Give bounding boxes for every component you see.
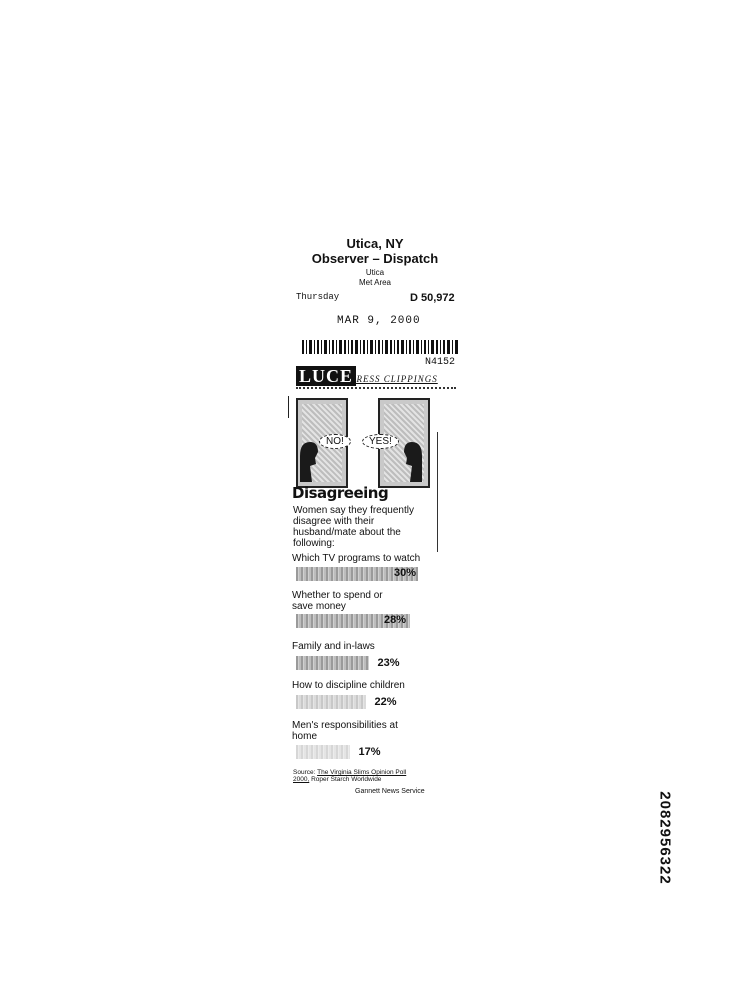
bar-row-tv: [296, 567, 418, 581]
bar-family: [296, 656, 369, 670]
luce-logo: LUCE: [296, 366, 356, 386]
bates-number: [650, 788, 680, 888]
newspaper-name: Observer – Dispatch: [311, 251, 439, 266]
yes-speech-bubble: YES!: [362, 434, 399, 449]
bar-row-money: [296, 614, 410, 628]
column-rule-left: [288, 396, 289, 418]
newspaper-area-line1: Utica: [365, 268, 385, 277]
pct-tv: 30%: [393, 567, 416, 579]
bar-responsibilities: [296, 745, 350, 759]
woman-silhouette-icon: [298, 436, 320, 482]
newspaper-area-line2: Met Area: [358, 278, 391, 287]
article-intro: Women say they frequently disagree with their husband/mate about the following:: [293, 505, 414, 549]
pct-family: 23%: [377, 656, 400, 669]
press-clippings-label: PRESS CLIPPINGS: [350, 374, 438, 384]
circulation: D 50,972: [410, 292, 455, 304]
item-label-children: How to discipline children: [292, 680, 405, 691]
bates-number-text: 2082956322: [656, 791, 674, 885]
clipping-code: N4152: [425, 357, 456, 368]
item-label-money: Whether to spend or save money: [292, 590, 383, 612]
bar-row-children: [296, 693, 436, 711]
man-silhouette-icon: [402, 436, 424, 482]
pct-responsibilities: 17%: [358, 745, 381, 758]
source-prefix: Source:: [293, 769, 316, 776]
item-label-responsibilities: Men's responsibilities at home: [292, 720, 398, 742]
article-title: Disagreeing: [292, 484, 389, 502]
news-service-credit: Gannett News Service: [355, 788, 425, 795]
clipping-date: MAR 9, 2000: [337, 315, 421, 327]
source-poll-name: The Virginia Slims Opinion Poll 2000,: [293, 769, 407, 783]
pct-children: 22%: [374, 695, 397, 708]
source-note: [293, 769, 423, 783]
barcode: [302, 340, 458, 354]
source-firm: Roper Starch Worldwide: [311, 776, 382, 783]
item-label-tv: Which TV programs to watch: [292, 553, 421, 564]
no-speech-bubble: NO!: [319, 434, 351, 449]
pct-money: 28%: [383, 614, 406, 626]
publication-day: Thursday: [296, 292, 340, 302]
item-label-family: Family and in-laws: [292, 641, 375, 652]
newspaper-city: Utica, NY: [346, 236, 404, 251]
bar-row-responsibilities: [296, 743, 436, 761]
dotted-divider: [296, 387, 456, 389]
bar-children: [296, 695, 366, 709]
bar-row-family: [296, 654, 436, 672]
column-rule-right: [437, 432, 438, 552]
